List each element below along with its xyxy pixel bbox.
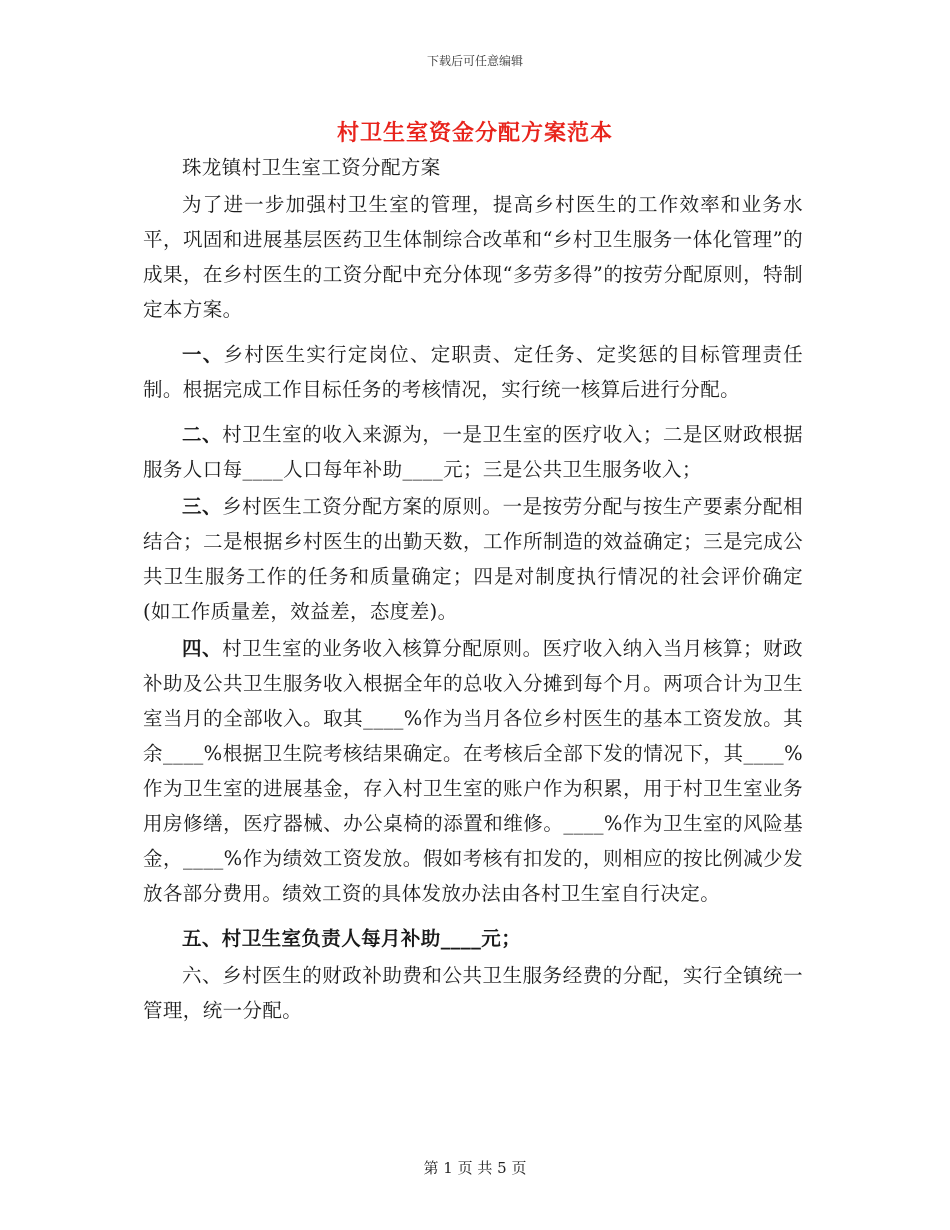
intro-paragraph: 为了进一步加强村卫生室的管理，提高乡村医生的工作效率和业务水平，巩固和进展基层医药卫生体制综合改革和“乡村卫生服务一体化管理”的成果，在乡村医生的工资分配中充分体现“多劳多得”的按劳分配原则，特制定本方案。 (143, 193, 803, 321)
section-6-paragraph: 六、乡村医生的财政补助费和公共卫生服务经费的分配，实行全镇统一管理，统一分配。 (143, 964, 803, 1022)
section-4-paragraph (143, 631, 803, 911)
page-footer: 第 1 页 共 5 页 (423, 1159, 527, 1177)
section-3-paragraph (143, 489, 803, 629)
subtitle-paragraph: 珠龙镇村卫生室工资分配方案 (182, 156, 441, 179)
section-3-number: 三、 (182, 495, 223, 518)
section-4-number: 四、 (182, 637, 223, 660)
section-4-text: 村卫生室的业务收入核算分配原则。医疗收入纳入当月核算；财政补助及公共卫生服务收入根据全年的总收入分摊到每个月。两项合计为卫生室当月的全部收入。取其____%作为当月各位乡村医生的基本工资发放。其余____%根据卫生院考核结果确定。在考核后全部下发的情况下，其____%作为卫生室的进展基金，存入村卫生室的账户作为积累，用于村卫生室业务用房修缮，医疗器械、办公桌椅的添置和维修。____%作为卫生室的风险基金，____%作为绩效工资发放。假如考核有扣发的，则相应的按比例减少发放各部分费用。绩效工资的具体发放办法由各村卫生室自行决定。 (143, 637, 803, 905)
section-1-number: 一、 (182, 343, 224, 366)
document-body (143, 150, 803, 1028)
section-2-text: 村卫生室的收入来源为，一是卫生室的医疗收入；二是区财政根据服务人口每____人口每年补助____元；三是公共卫生服务收入； (143, 423, 803, 481)
section-2-paragraph (143, 417, 803, 487)
section-3-text: 乡村医生工资分配方案的原则。一是按劳分配与按生产要素分配相结合；二是根据乡村医生的出勤天数，工作所制造的效益确定；三是完成公共卫生服务工作的任务和质量确定；四是对制度执行情况的社会评价确定(如工作质量差，效益差，态度差)。 (143, 495, 803, 623)
page-header: 下载后可任意编辑 (426, 54, 523, 68)
section-5-paragraph: 五、村卫生室负责人每月补助____元； (182, 927, 522, 950)
document-title: 村卫生室资金分配方案范本 (336, 120, 613, 146)
section-2-number: 二、 (182, 423, 223, 446)
section-1-text: 乡村医生实行定岗位、定职责、定任务、定奖惩的目标管理责任制。根据完成工作目标任务的考核情况，实行统一核算后进行分配。 (143, 343, 803, 401)
section-1-paragraph (143, 337, 803, 407)
